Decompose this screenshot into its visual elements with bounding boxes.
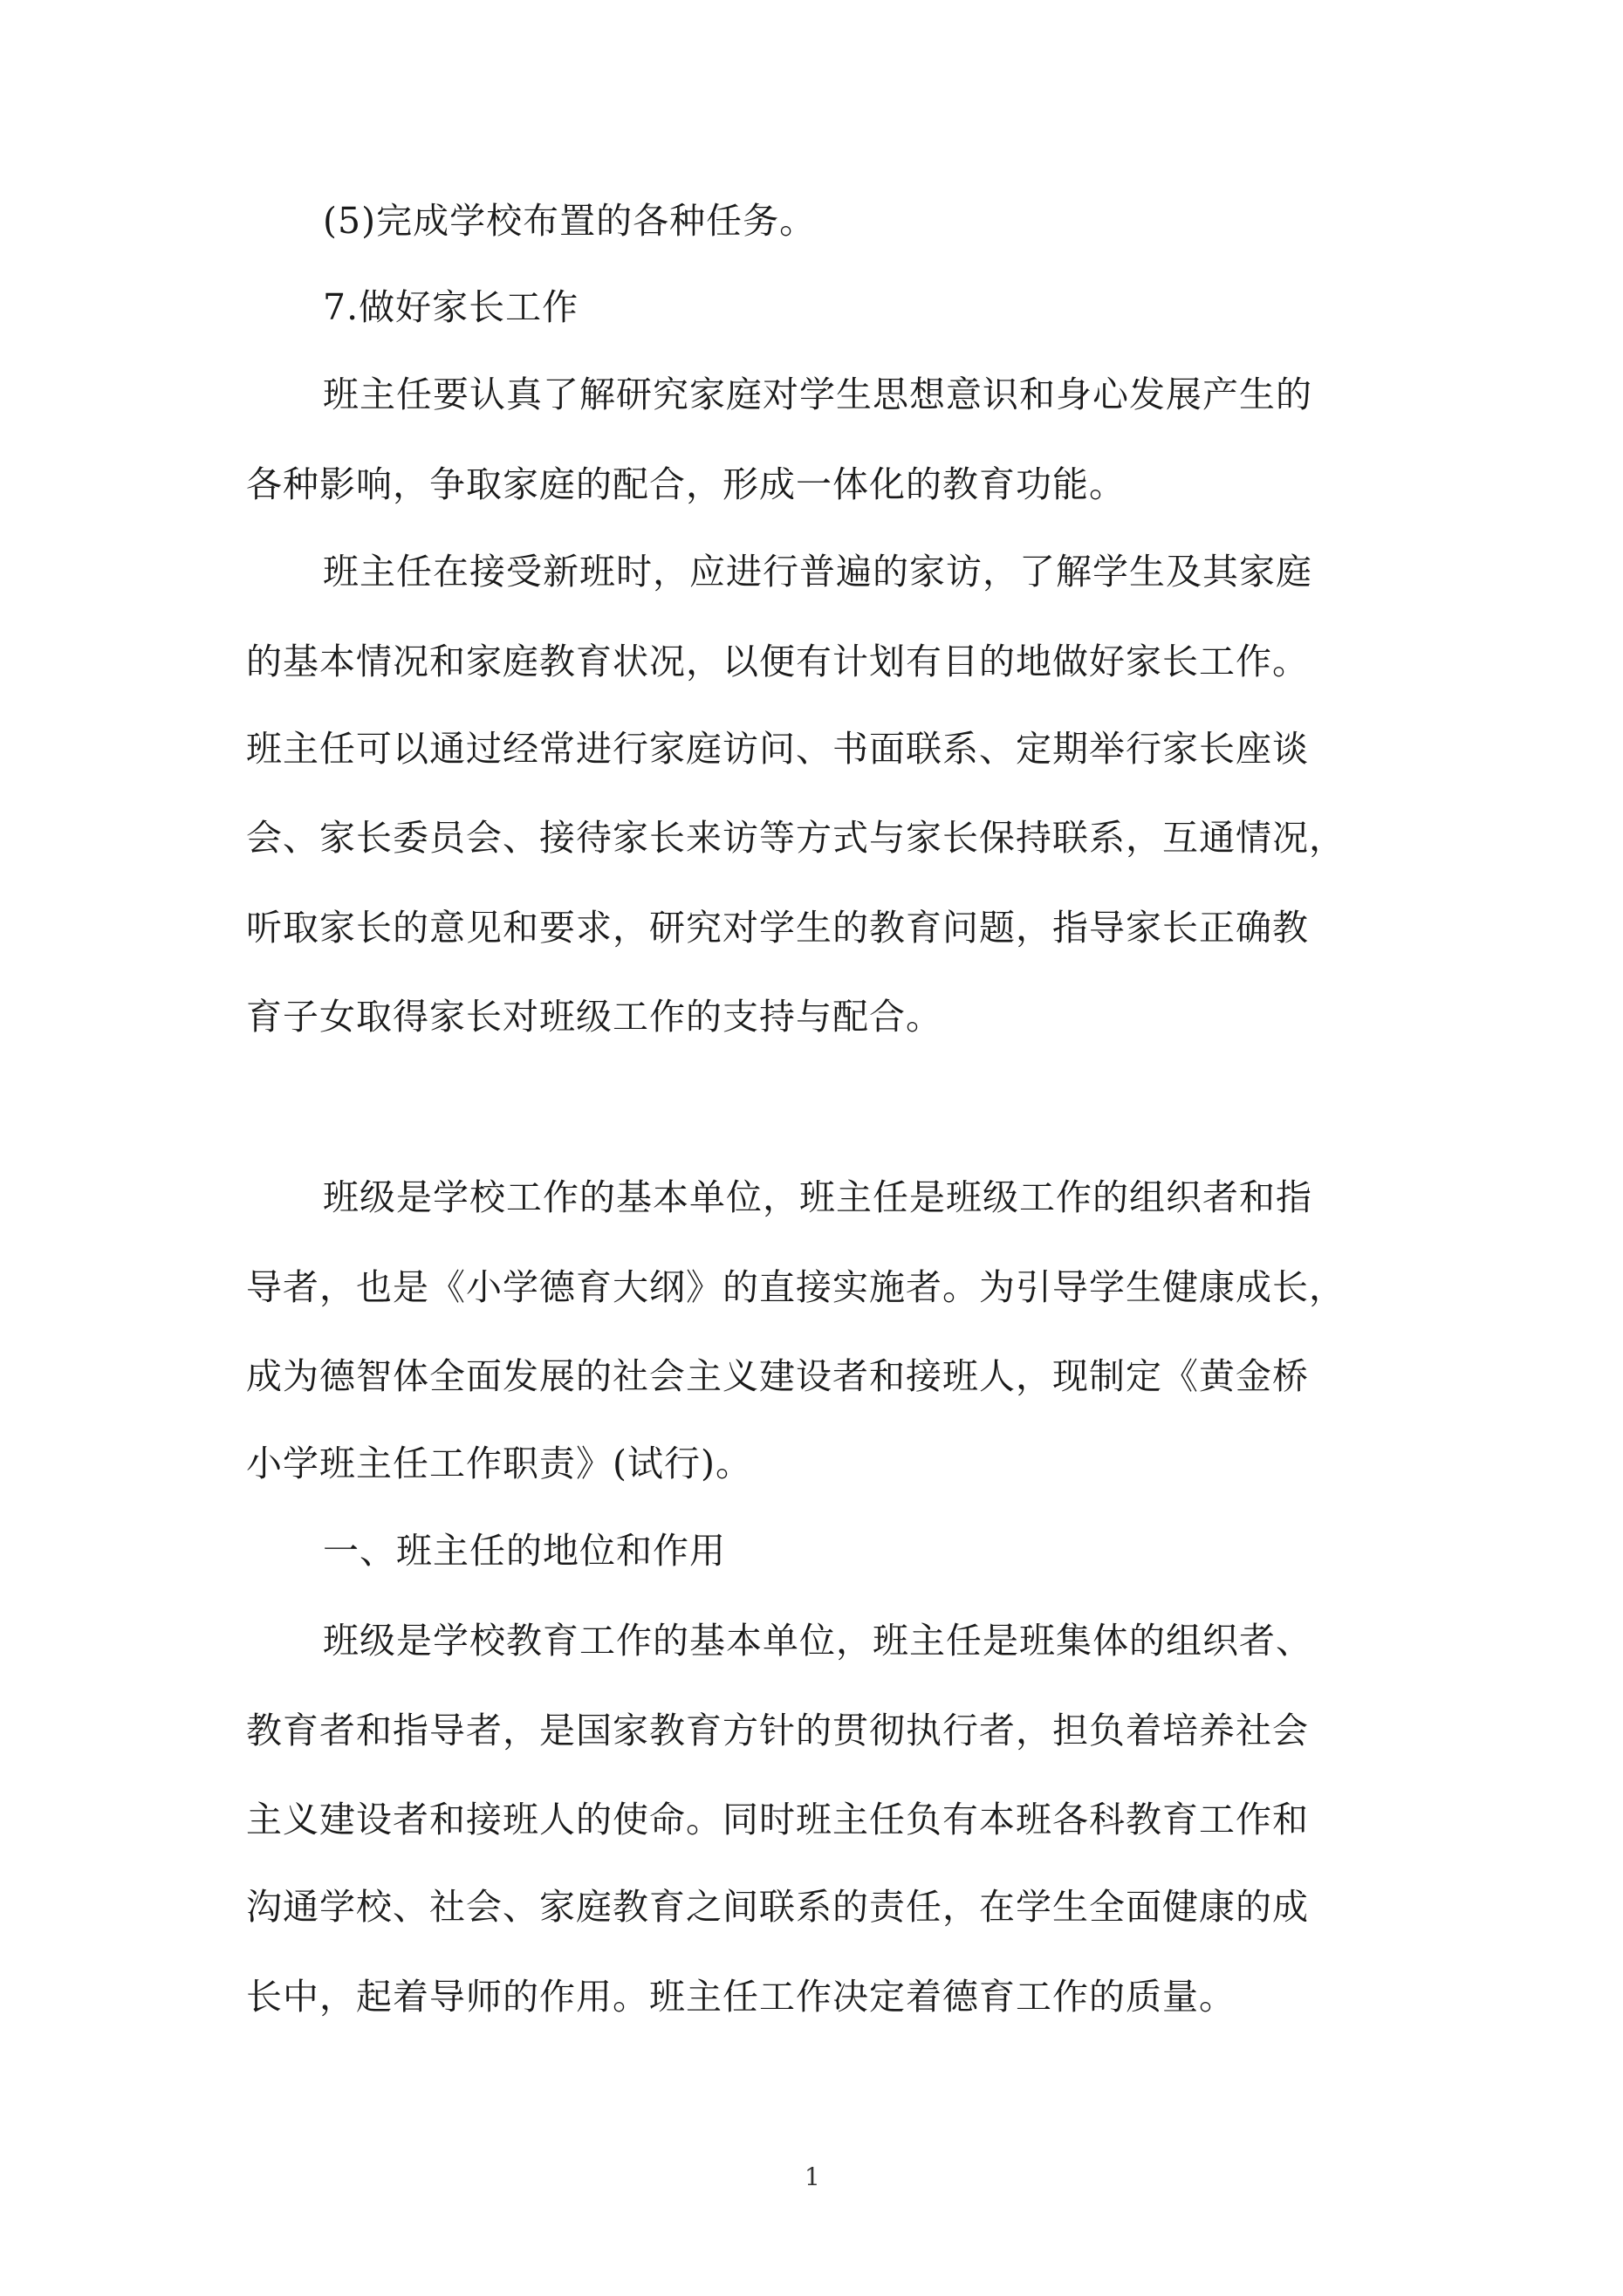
section-heading: 7.做好家长工作 bbox=[323, 286, 579, 328]
text-line: 班级是学校工作的基本单位，班主任是班级工作的组织者和指 bbox=[323, 1176, 1312, 1218]
text-line: 听取家长的意见和要求，研究对学生的教育问题，指导家长正确教 bbox=[246, 907, 1309, 949]
text-line: 长中，起着导师的作用。班主任工作决定着德育工作的质量。 bbox=[246, 1976, 1236, 2018]
page-number: 1 bbox=[805, 2162, 820, 2191]
text-line: 班级是学校教育工作的基本单位，班主任是班集体的组织者、 bbox=[323, 1620, 1312, 1662]
text-line: (5)完成学校布置的各种任务。 bbox=[323, 200, 817, 242]
text-line: 沟通学校、社会、家庭教育之间联系的责任，在学生全面健康的成 bbox=[246, 1886, 1309, 1928]
text-line: 导者，也是《小学德育大纲》的直接实施者。为引导学生健康成长， bbox=[246, 1266, 1346, 1308]
text-line: 主义建设者和接班人的使命。同时班主任负有本班各科教育工作和 bbox=[246, 1799, 1309, 1840]
text-line: 各种影响，争取家庭的配合，形成一体化的教育功能。 bbox=[246, 463, 1126, 505]
text-line: 小学班主任工作职责》(试行)。 bbox=[246, 1443, 752, 1484]
text-line: 育子女取得家长对班级工作的支持与配合。 bbox=[246, 996, 942, 1038]
text-line: 教育者和指导者，是国家教育方针的贯彻执行者，担负着培养社会 bbox=[246, 1710, 1309, 1751]
text-line: 的基本情况和家庭教育状况，以便有计划有目的地做好家长工作。 bbox=[246, 641, 1309, 682]
text-line: 会、家长委员会、接待家长来访等方式与家长保持联系，互通情况， bbox=[246, 817, 1346, 859]
text-line: 班主任在接受新班时，应进行普遍的家访，了解学生及其家庭 bbox=[323, 551, 1312, 593]
text-line: 班主任要认真了解研究家庭对学生思想意识和身心发展产生的 bbox=[323, 374, 1312, 415]
text-line: 班主任可以通过经常进行家庭访问、书面联系、定期举行家长座谈 bbox=[246, 728, 1309, 770]
section-heading: 一、班主任的地位和作用 bbox=[323, 1530, 726, 1572]
text-line: 成为德智体全面发展的社会主义建设者和接班人，现制定《黄金桥 bbox=[246, 1355, 1309, 1397]
